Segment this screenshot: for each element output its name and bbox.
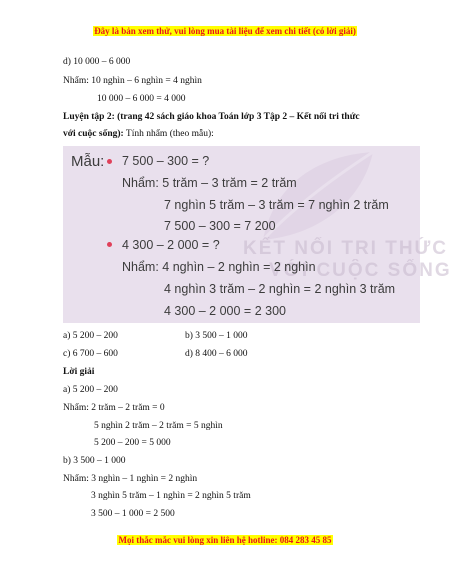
- watermark-line-1: KẾT NỐI TRI THỨC: [243, 238, 449, 259]
- bullet-icon: [107, 159, 112, 164]
- example-box: [63, 146, 452, 323]
- exercise-title-line2: [63, 128, 214, 140]
- example-1-line-1: Nhẩm: 5 trăm – 3 trăm = 2 trăm: [122, 176, 297, 190]
- solution-a-line-1: Nhẩm: 2 trăm – 2 trăm = 0: [63, 403, 165, 413]
- example-1-line-2: 7 nghìn 5 trăm – 3 trăm = 7 nghìn 2 trăm: [164, 198, 389, 212]
- solution-b-line-1: Nhẩm: 3 nghìn – 1 nghìn = 2 nghìn: [63, 474, 198, 484]
- task-a: a) 5 200 – 200: [63, 331, 118, 341]
- example-2-line-1: Nhẩm: 4 nghìn – 2 nghìn = 2 nghìn: [122, 260, 316, 274]
- hotline-banner-text: Mọi thắc mắc vui lòng xin liên hệ hotline: 084 283 45 85: [118, 535, 332, 545]
- example-label: Mẫu:: [71, 153, 105, 170]
- exercise-instruction: Tính nhẩm (theo mẫu):: [123, 129, 214, 139]
- task-c: c) 6 700 – 600: [63, 349, 118, 359]
- bullet-icon: [107, 242, 112, 247]
- intro-nham: Nhẩm: 10 nghìn – 6 nghìn = 4 nghìn: [63, 76, 202, 86]
- intro-result: 10 000 – 6 000 = 4 000: [97, 94, 186, 104]
- solution-heading: Lời giải: [63, 367, 95, 377]
- preview-banner-text: Đây là bản xem thử, vui lòng mua tài liệu để xem chi tiết (có lời giải): [94, 26, 356, 36]
- solution-a-title: a) 5 200 – 200: [63, 385, 118, 395]
- solution-a-line-3: 5 200 – 200 = 5 000: [94, 438, 171, 448]
- task-b: b) 3 500 – 1 000: [185, 331, 248, 341]
- exercise-title-source: với cuộc sống):: [63, 129, 124, 139]
- hotline-banner: [0, 535, 450, 546]
- solution-b-line-2: 3 nghìn 5 trăm – 1 nghìn = 2 nghìn 5 trăm: [91, 491, 251, 501]
- example-1-line-3: 7 500 – 300 = 7 200: [164, 219, 276, 233]
- example-2-line-2: 4 nghìn 3 trăm – 2 nghìn = 2 nghìn 3 trăm: [164, 282, 396, 296]
- solution-b-line-3: 3 500 – 1 000 = 2 500: [91, 509, 175, 519]
- exercise-title: Luyện tập 2: (trang 42 sách giáo khoa Toán lớp 3 Tập 2 – Kết nối tri thức: [63, 112, 360, 122]
- intro-item-d: d) 10 000 – 6 000: [63, 57, 131, 67]
- solution-a-line-2: 5 nghìn 2 trăm – 2 trăm = 5 nghìn: [94, 421, 223, 431]
- solution-b-title: b) 3 500 – 1 000: [63, 456, 126, 466]
- task-d: d) 8 400 – 6 000: [185, 349, 248, 359]
- example-2-expression: 4 300 – 2 000 = ?: [122, 238, 220, 252]
- example-2-line-3: 4 300 – 2 000 = 2 300: [164, 304, 286, 318]
- example-1-expression: 7 500 – 300 = ?: [122, 154, 210, 168]
- watermark-line-2: VỚI CUỘC SỐNG: [269, 260, 452, 281]
- preview-banner: [0, 26, 450, 37]
